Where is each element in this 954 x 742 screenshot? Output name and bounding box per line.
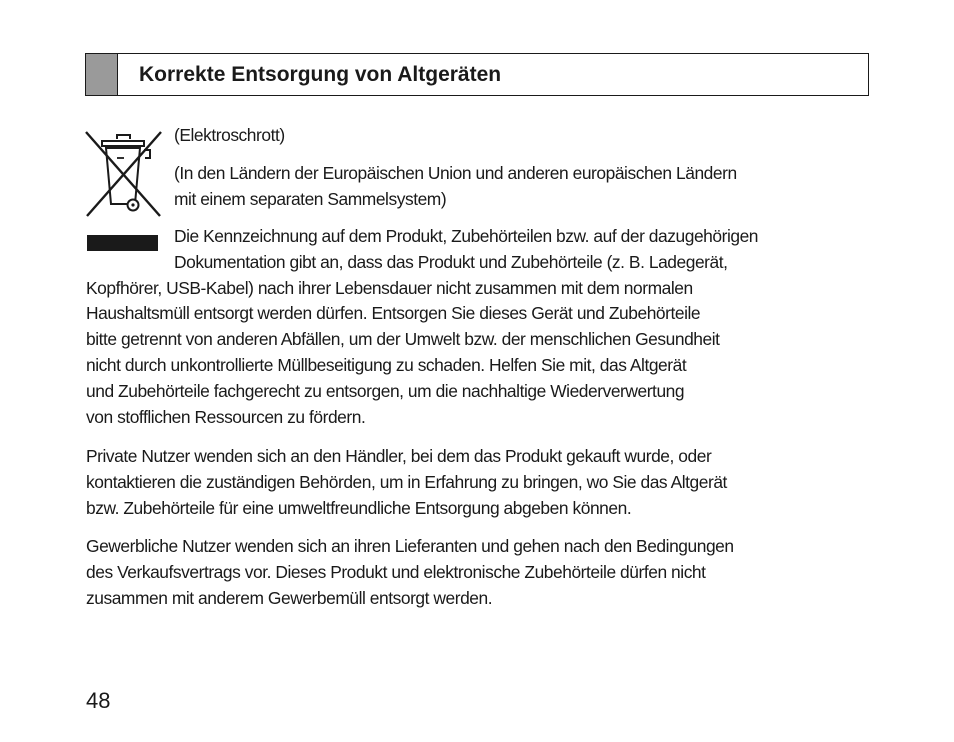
private-users-paragraph (86, 444, 727, 521)
paragraph-line: bzw. Zubehörteile für eine umweltfreundliche Entsorgung abgeben können. (86, 497, 632, 518)
paragraph-line: Gewerbliche Nutzer wenden sich an ihren Lieferanten und gehen nach den Bedingungen (86, 536, 734, 556)
paragraph-line: Private Nutzer wenden sich an den Händler, bei dem das Produkt gekauft wurde, oder (86, 446, 712, 466)
paragraph-line: Die Kennzeichnung auf dem Produkt, Zubehörteilen bzw. auf der dazugehörigen (174, 226, 759, 246)
paragraph-line: Kopfhörer, USB-Kabel) nach ihrer Lebensdauer nicht zusammen mit dem normalen (86, 277, 693, 298)
paragraph-line: nicht durch unkontrollierte Müllbeseitigung zu schaden. Helfen Sie mit, das Altgerät (86, 354, 687, 375)
paragraph-line: von stofflichen Ressourcen zu fördern. (86, 406, 366, 427)
marking-paragraph (86, 224, 758, 430)
eu-note (174, 161, 737, 213)
heading-tab-marker (86, 54, 118, 95)
eu-note-line: (In den Ländern der Europäischen Union und anderen europäischen Ländern (174, 163, 737, 183)
page-number: 48 (86, 688, 111, 713)
eu-note-line: mit einem separaten Sammelsystem) (174, 188, 447, 209)
paragraph-line: bitte getrennt von anderen Abfällen, um der Umwelt bzw. der menschlichen Gesundheit (86, 329, 720, 350)
crossed-out-wheelie-bin-icon (84, 128, 164, 220)
paragraph-line: Dokumentation gibt an, dass das Produkt und Zubehörteile (z. B. Ladegerät, (174, 251, 728, 272)
paragraph-line: zusammen mit anderem Gewerbemüll entsorgt werden. (86, 587, 493, 608)
business-users-paragraph (86, 534, 734, 611)
paragraph-line: und Zubehörteile fachgerecht zu entsorgen, um die nachhaltige Wiederverwertung (86, 380, 685, 401)
paragraph-line: Haushaltsmüll entsorgt werden dürfen. Entsorgen Sie dieses Gerät und Zubehörteile (86, 303, 701, 324)
elektroschrott-note: (Elektroschrott) (174, 125, 285, 145)
paragraph-line: des Verkaufsvertrags vor. Dieses Produkt und elektronische Zubehörteile dürfen nicht (86, 561, 706, 582)
page-title: Korrekte Entsorgung von Altgeräten (139, 62, 502, 86)
section-heading (85, 53, 869, 96)
paragraph-line: kontaktieren die zuständigen Behörden, um in Erfahrung zu bringen, wo Sie das Altgerät (86, 471, 727, 492)
